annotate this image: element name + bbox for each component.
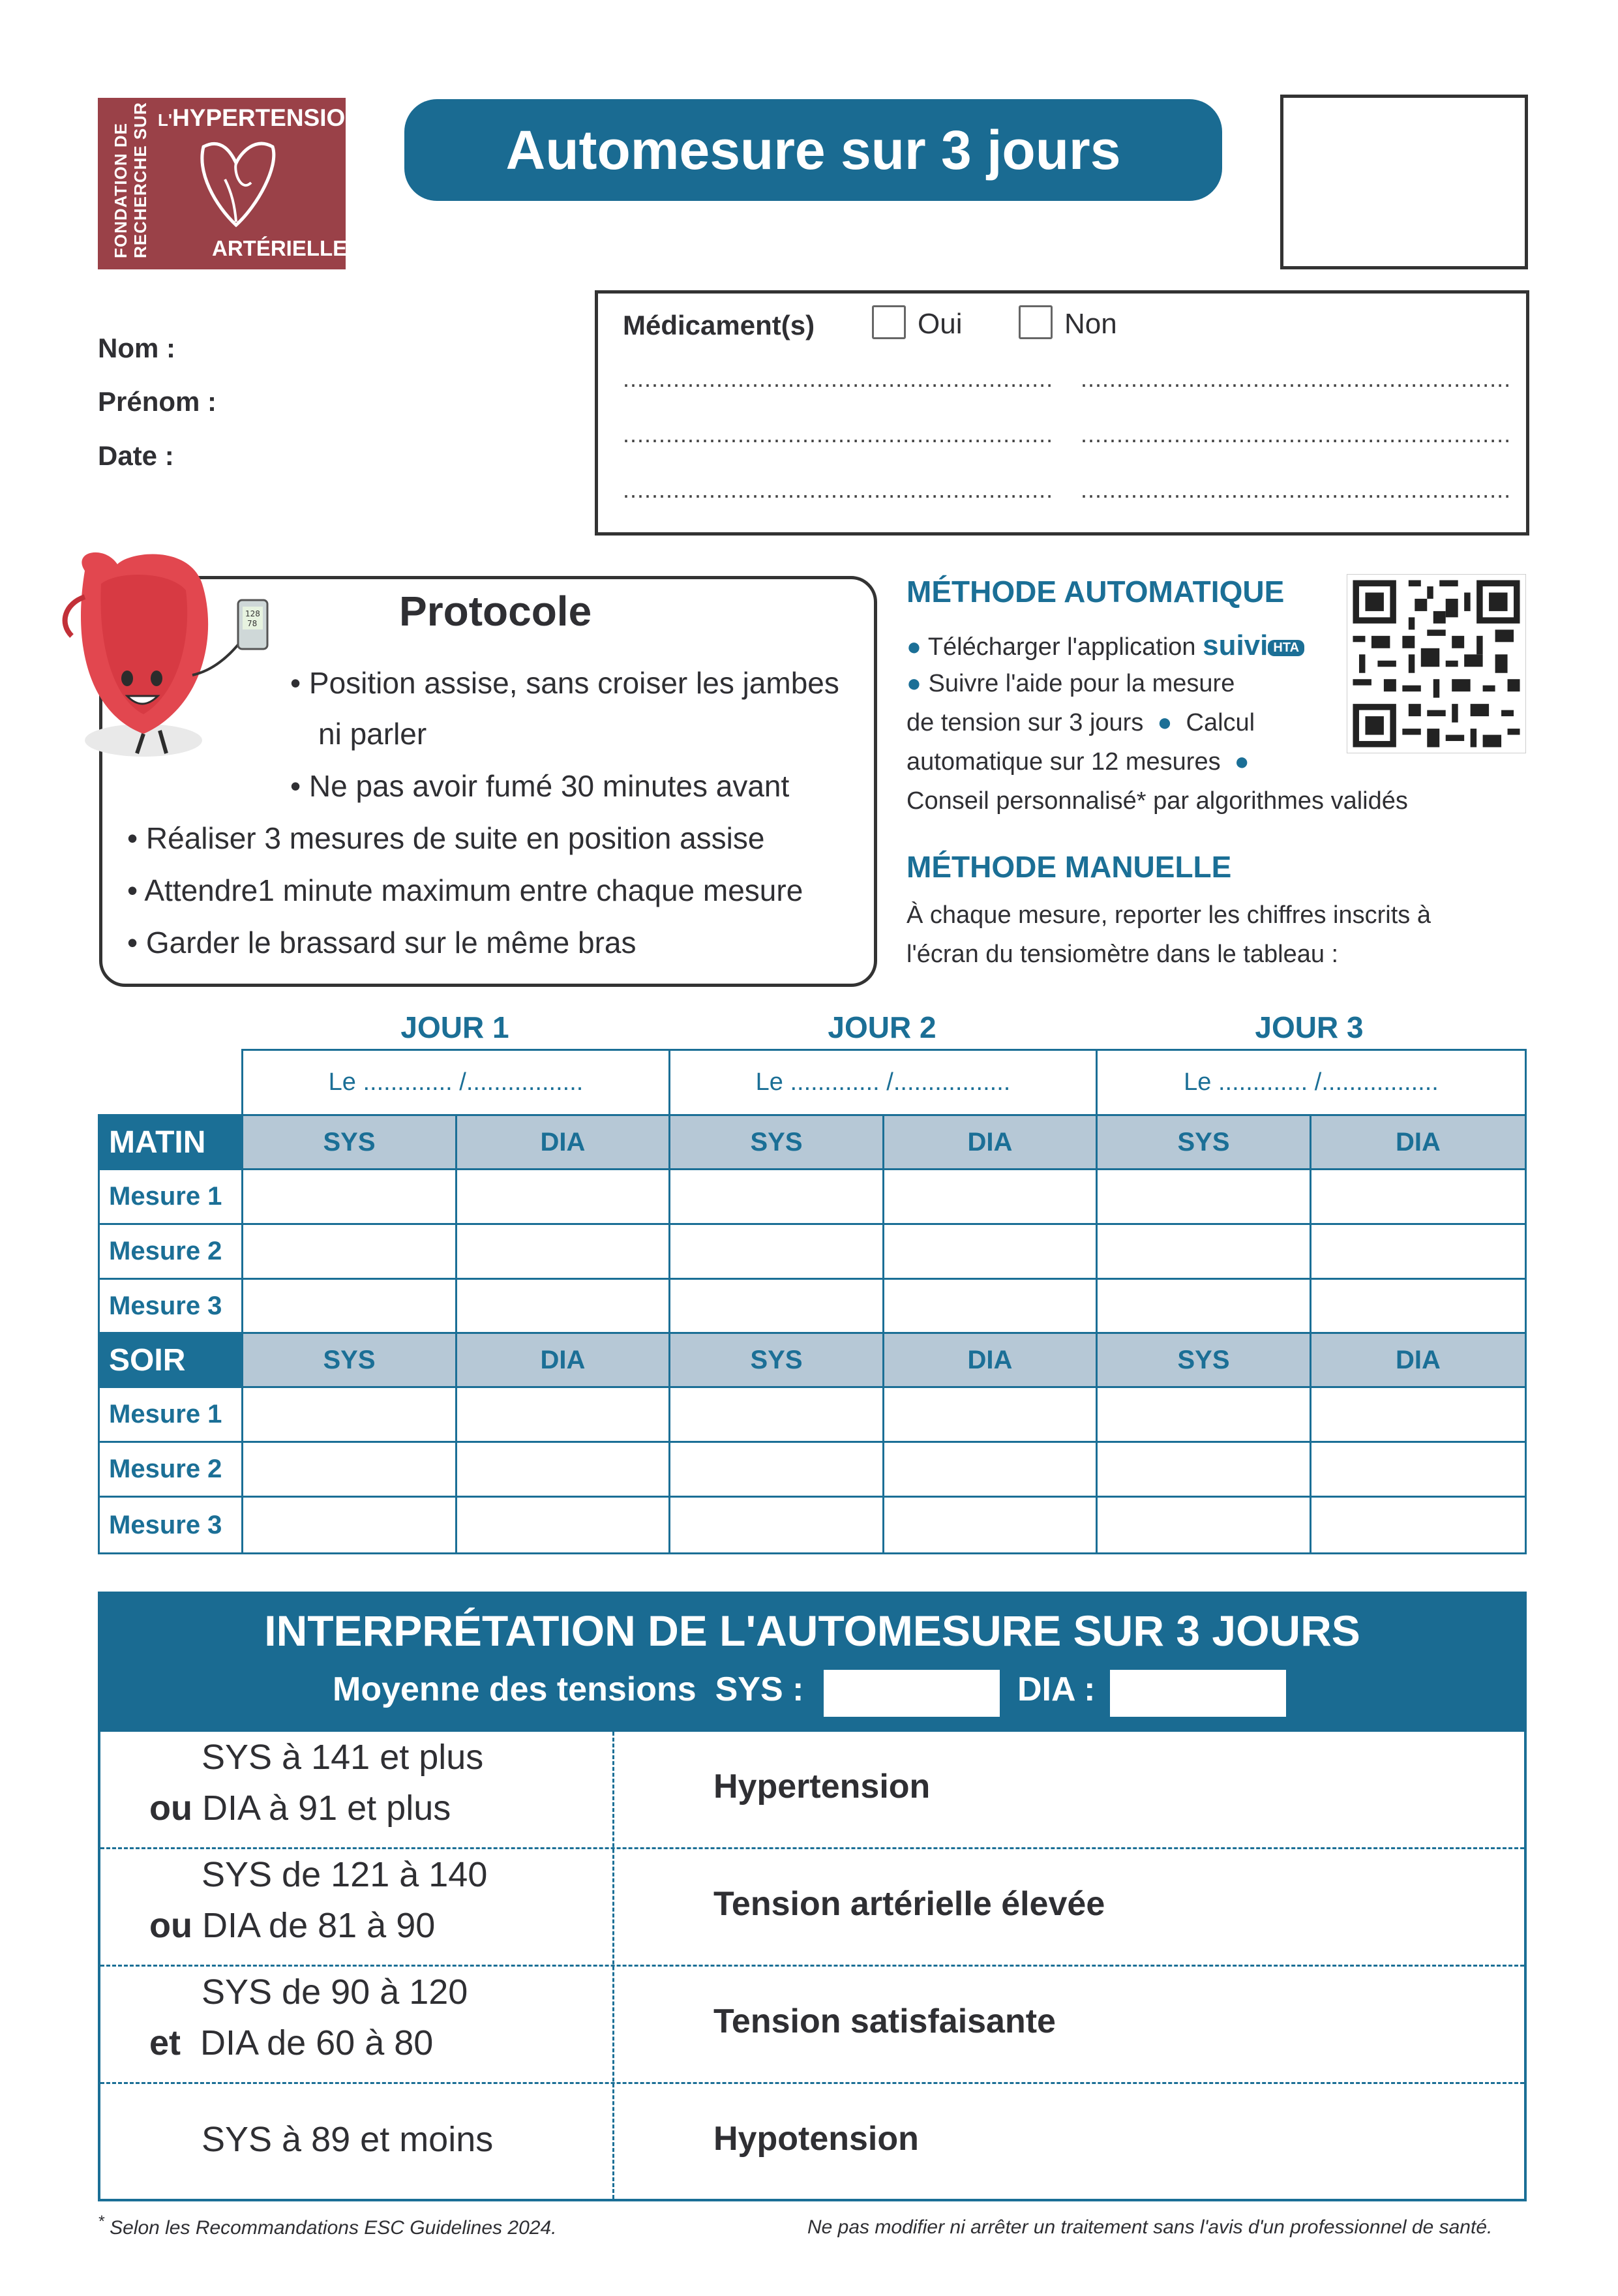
measurement-table: [98, 1049, 1527, 1554]
heart-logo-icon: [196, 134, 280, 232]
sys-header: SYS: [668, 1114, 884, 1170]
measure-input-cell[interactable]: [668, 1386, 884, 1443]
dia-header: DIA: [455, 1114, 670, 1170]
footnote-right: Ne pas modifier ni arrêter un traitement sans l'avis d'un professionnel de santé.: [807, 2216, 1493, 2238]
interpretation-row: [100, 1967, 1524, 2084]
measure-input-cell[interactable]: [882, 1441, 1098, 1498]
protocole-item: • Réaliser 3 mesures de suite en position assise: [127, 821, 764, 856]
jour-2-header: JOUR 2: [828, 1010, 936, 1044]
bullet-icon: ●: [906, 633, 921, 661]
bullet-icon: ●: [1227, 748, 1250, 776]
measure-input-cell[interactable]: [455, 1278, 670, 1334]
measure-input-cell[interactable]: [241, 1168, 457, 1225]
jour-3-header: JOUR 3: [1255, 1010, 1364, 1044]
measure-input-cell[interactable]: [1310, 1496, 1527, 1554]
dia-average-field[interactable]: [1110, 1670, 1286, 1717]
methode-manuelle-line: À chaque mesure, reporter les chiffres inscrits à: [906, 901, 1431, 929]
medicaments-box: [595, 290, 1529, 536]
measure-input-cell[interactable]: [455, 1168, 670, 1225]
measure-input-cell[interactable]: [455, 1223, 670, 1280]
measure-input-cell[interactable]: [882, 1496, 1098, 1554]
non-checkbox[interactable]: [1019, 305, 1053, 339]
measure-input-cell[interactable]: [668, 1168, 884, 1225]
oui-label: Oui: [918, 308, 963, 340]
oui-checkbox[interactable]: [872, 305, 906, 339]
column-divider: [612, 1732, 614, 2199]
criteria-line-1: SYS à 89 et moins: [202, 2120, 494, 2159]
moyenne-label: Moyenne des tensions: [333, 1670, 697, 1708]
measure-input-cell[interactable]: [241, 1278, 457, 1334]
measure-input-cell[interactable]: [668, 1496, 884, 1554]
measure-input-cell[interactable]: [1310, 1168, 1527, 1225]
dia-header: DIA: [1310, 1114, 1527, 1170]
heart-mascot-icon: [46, 545, 280, 779]
interpretation-header: [98, 1592, 1527, 1732]
soir-mesure-3-label: Mesure 3: [98, 1496, 243, 1554]
result-label: Tension artérielle élevée: [713, 1885, 1105, 1923]
qr-code-icon[interactable]: [1347, 574, 1526, 753]
matin-mesure-2-label: Mesure 2: [98, 1223, 243, 1280]
soir-mesure-2-label: Mesure 2: [98, 1441, 243, 1498]
dia-header: DIA: [882, 1114, 1098, 1170]
footnote-left: * Selon les Recommandations ESC Guidelines 2024.: [98, 2213, 557, 2239]
sys-header: SYS: [241, 1332, 457, 1388]
logo-recherche: RECHERCHE SUR: [130, 102, 150, 258]
nom-label: Nom :: [98, 333, 175, 363]
medicaments-label: Médicament(s): [623, 310, 815, 340]
measure-input-cell[interactable]: [1096, 1168, 1311, 1225]
matin-label: MATIN: [98, 1114, 243, 1170]
logo-arterielle: ARTÉRIELLE: [212, 236, 348, 260]
measure-input-cell[interactable]: [241, 1441, 457, 1498]
matin-mesure-1-label: Mesure 1: [98, 1168, 243, 1225]
sys-average-field[interactable]: [824, 1670, 1000, 1717]
protocole-item: • Position assise, sans croiser les jambes: [290, 665, 839, 701]
criteria-line-1: SYS à 141 et plus: [202, 1738, 484, 1777]
measure-input-cell[interactable]: [1310, 1386, 1527, 1443]
logo-fondation: FONDATION DE: [111, 123, 130, 258]
interpretation-row: [100, 1732, 1524, 1849]
measure-input-cell[interactable]: [882, 1278, 1098, 1334]
measure-input-cell[interactable]: [1096, 1223, 1311, 1280]
protocole-title: Protocole: [399, 588, 592, 635]
measure-input-cell[interactable]: [241, 1386, 457, 1443]
moyenne-line: [333, 1670, 803, 1709]
measure-input-cell[interactable]: [455, 1386, 670, 1443]
measure-input-cell[interactable]: [1096, 1386, 1311, 1443]
methode-auto-title: MÉTHODE AUTOMATIQUE: [906, 575, 1285, 609]
sys-average-label: SYS :: [715, 1670, 804, 1708]
medicament-line[interactable]: ............................................................: [1081, 476, 1511, 503]
interpretation-title: INTERPRÉTATION DE L'AUTOMESURE SUR 3 JOURS: [264, 1607, 1360, 1655]
interpretation-row: [100, 2084, 1524, 2201]
criteria-line-2: ou DIA de 81 à 90: [149, 1906, 436, 1945]
medicament-line[interactable]: ............................................................: [1081, 421, 1511, 447]
measure-input-cell[interactable]: [882, 1386, 1098, 1443]
criteria-line-1: SYS de 90 à 120: [202, 1972, 468, 2012]
foundation-logo: [98, 98, 363, 269]
jour-3-date-field[interactable]: Le ............. /.................: [1096, 1049, 1527, 1116]
medicament-line[interactable]: ............................................................: [623, 421, 1053, 447]
criteria-line-2: ou DIA à 91 et plus: [149, 1789, 451, 1828]
measure-input-cell[interactable]: [882, 1168, 1098, 1225]
protocole-item: • Attendre1 minute maximum entre chaque mesure: [127, 873, 803, 908]
measure-input-cell[interactable]: [668, 1278, 884, 1334]
non-label: Non: [1064, 308, 1117, 340]
sys-header: SYS: [668, 1332, 884, 1388]
suivi-app-name[interactable]: suivi: [1203, 629, 1268, 661]
jour-1-header: JOUR 1: [400, 1010, 509, 1044]
hta-badge: HTA: [1268, 640, 1304, 656]
methode-manuelle-line: l'écran du tensiomètre dans le tableau :: [906, 941, 1339, 968]
sys-header: SYS: [1096, 1332, 1311, 1388]
criteria-line-2: et DIA de 60 à 80: [149, 2023, 434, 2062]
methode-auto-line: ● Télécharger l'application suivi HTA: [906, 629, 1304, 662]
measure-input-cell[interactable]: [1310, 1441, 1527, 1498]
methode-auto-line: de tension sur 3 jours ● Calcul: [906, 709, 1255, 736]
patient-id-box[interactable]: [1280, 95, 1528, 269]
methode-auto-line: ● Suivre l'aide pour la mesure: [906, 670, 1235, 697]
page-title: Automesure sur 3 jours: [404, 99, 1222, 201]
jour-2-date-field[interactable]: Le ............. /.................: [668, 1049, 1098, 1116]
interpretation-row: [100, 1849, 1524, 1967]
measure-input-cell[interactable]: [1096, 1278, 1311, 1334]
dia-header: DIA: [882, 1332, 1098, 1388]
measure-input-cell[interactable]: [455, 1496, 670, 1554]
bullet-icon: ●: [906, 670, 921, 697]
protocole-item-continued: ni parler: [318, 717, 427, 751]
result-label: Hypertension: [713, 1768, 931, 1805]
dia-average-label: DIA :: [1017, 1670, 1096, 1708]
matin-mesure-3-label: Mesure 3: [98, 1278, 243, 1334]
sys-header: SYS: [1096, 1114, 1311, 1170]
monitor-sys-value: 128: [245, 609, 260, 618]
measure-input-cell[interactable]: [455, 1441, 670, 1498]
methode-auto-line: automatique sur 12 mesures ●: [906, 748, 1250, 776]
measure-input-cell[interactable]: [668, 1223, 884, 1280]
measure-input-cell[interactable]: [668, 1441, 884, 1498]
jour-1-date-field[interactable]: Le ............. /.................: [241, 1049, 670, 1116]
criteria-line-1: SYS de 121 à 140: [202, 1855, 488, 1894]
measure-input-cell[interactable]: [1310, 1278, 1527, 1334]
date-label: Date :: [98, 440, 174, 471]
measure-input-cell[interactable]: [1096, 1441, 1311, 1498]
dia-header: DIA: [1310, 1332, 1527, 1388]
medicament-line[interactable]: ............................................................: [623, 476, 1053, 503]
medicament-line[interactable]: ............................................................: [1081, 365, 1511, 392]
measure-input-cell[interactable]: [1310, 1223, 1527, 1280]
measure-input-cell[interactable]: [241, 1223, 457, 1280]
bullet-icon: ●: [1150, 709, 1179, 736]
result-label: Hypotension: [713, 2120, 919, 2158]
measure-input-cell[interactable]: [241, 1496, 457, 1554]
interpretation-table: [98, 1732, 1527, 2201]
soir-mesure-1-label: Mesure 1: [98, 1386, 243, 1443]
sys-header: SYS: [241, 1114, 457, 1170]
measure-input-cell[interactable]: [1096, 1496, 1311, 1554]
protocole-item: • Garder le brassard sur le même bras: [127, 925, 637, 960]
medicament-line[interactable]: ............................................................: [623, 365, 1053, 392]
methode-manuelle-title: MÉTHODE MANUELLE: [906, 850, 1232, 884]
result-label: Tension satisfaisante: [713, 2002, 1056, 2040]
soir-label: SOIR: [98, 1332, 243, 1388]
logo-vertical-text: [110, 102, 150, 260]
dia-header: DIA: [455, 1332, 670, 1388]
logo-hypertension: L'HYPERTENSION: [158, 104, 363, 131]
monitor-dia-value: 78: [247, 619, 258, 628]
measure-input-cell[interactable]: [882, 1223, 1098, 1280]
methode-auto-line: Conseil personnalisé* par algorithmes validés: [906, 787, 1408, 815]
protocole-item: • Ne pas avoir fumé 30 minutes avant: [290, 768, 789, 804]
prenom-label: Prénom :: [98, 386, 217, 417]
